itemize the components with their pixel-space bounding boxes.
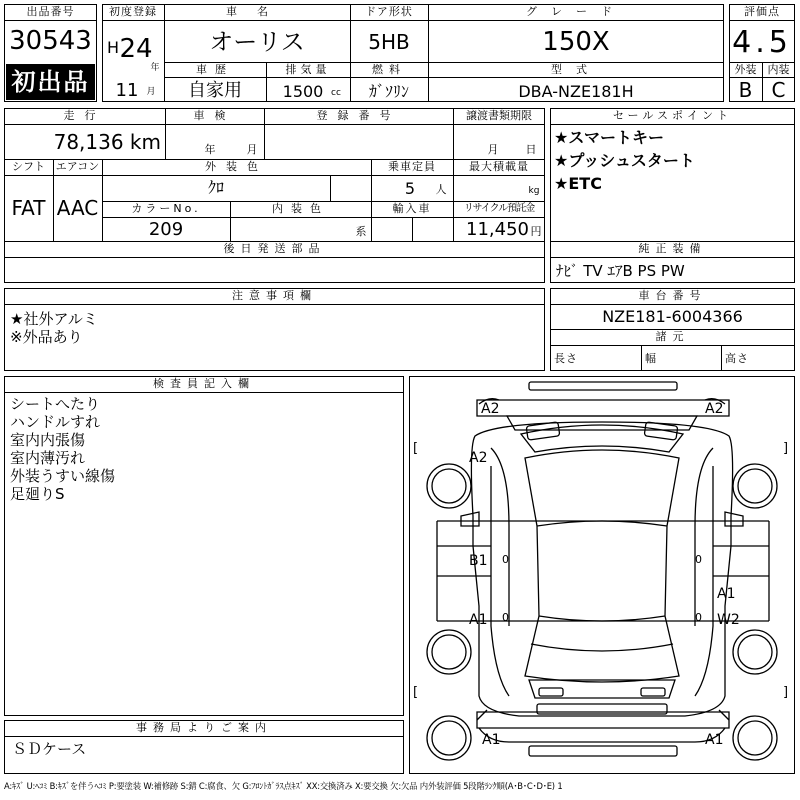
transfer-deadline-label: 譲渡書類期限 (466, 109, 532, 122)
bracket-right-bottom: ] (783, 685, 789, 700)
chassis-number-label: 車台番号 (638, 289, 707, 302)
transfer-month-unit: 月 (487, 143, 499, 156)
damage-mark-front-left: A2 (481, 401, 500, 417)
interior-color-label: 内装色 (272, 202, 329, 215)
damage-mark-rear-right: A1 (705, 732, 724, 748)
inspection-year-unit: 年 (204, 143, 216, 156)
color-number: 209 (148, 219, 184, 240)
inspector-notes-label: 検査員記入欄 (153, 377, 255, 390)
score: 4.5 (732, 25, 792, 60)
sales-points-label: セールスポイント (612, 109, 732, 122)
equipment-list: ﾅﾋﾞ TV ｴｱB PS PW (556, 262, 685, 280)
fuel: ｶﾞｿﾘﾝ (368, 82, 409, 101)
year-unit: 年 (150, 63, 160, 73)
sales-point-item: ★プッシュスタート (554, 151, 695, 170)
damage-mark-rear-door-left: A1 (469, 612, 488, 628)
max-load-label: 最大積載量 (469, 160, 529, 173)
recycle-unit: 円 (530, 225, 542, 238)
damage-mark-front-door-left: B1 (469, 553, 488, 569)
interior-color-unit: 系 (355, 225, 367, 238)
fuel-label: 燃料 (372, 63, 406, 76)
zero-mark: 0 (502, 611, 509, 624)
length-label: 長さ (554, 352, 578, 365)
capacity-unit: 人 (435, 183, 447, 196)
caution-line: ★社外アルミ (10, 310, 98, 328)
score-label: 評価点 (744, 5, 780, 18)
bracket-left-bottom: [ (413, 685, 419, 700)
mileage: 78,136 km (53, 130, 161, 154)
damage-mark-hood-left: A2 (469, 450, 488, 466)
era-letter: H (106, 38, 120, 57)
ac: AAC (56, 196, 99, 220)
damage-mark-rear-left: A1 (482, 732, 501, 748)
exterior-color-label: 外装色 (205, 160, 268, 173)
inspector-note: シートへたり (10, 395, 101, 413)
mileage-label: 走行 (63, 109, 106, 122)
max-load-unit: kg (528, 186, 540, 196)
zero-mark: 0 (695, 553, 702, 566)
caution-label: 注意事項欄 (232, 289, 317, 302)
exterior-grade-label: 外装 (734, 63, 757, 76)
month-unit: 月 (146, 87, 156, 97)
inspection-label: 車検 (193, 109, 236, 122)
grade-label: グレード (526, 5, 626, 18)
sales-point-item: ★ETC (554, 174, 602, 193)
caution-line: ※外品あり (10, 328, 83, 346)
transfer-day-unit: 日 (525, 143, 537, 156)
width-label: 幅 (645, 352, 657, 365)
displacement-label: 排気量 (285, 63, 331, 76)
equipment-label: 純正装備 (638, 242, 707, 255)
car-name-label: 車名 (226, 5, 288, 18)
model-code: DBA-NZE181H (518, 82, 634, 101)
inspector-note: 室内薄汚れ (10, 449, 86, 467)
door-label: ドア形状 (365, 5, 413, 18)
reg-number-label: 登録番号 (316, 109, 401, 122)
damage-mark-rear-door-right-w: W2 (717, 612, 740, 628)
reg-year: 24 (119, 34, 153, 64)
inspection-month-unit: 月 (246, 143, 258, 156)
inspector-note: 外装うすい線傷 (10, 467, 116, 485)
displacement-unit: cc (331, 88, 341, 98)
height-label: 高さ (725, 352, 749, 365)
interior-grade-label: 内装 (767, 63, 790, 76)
later-parts-label: 後日発送部品 (223, 242, 326, 255)
recycle-deposit: 11,450 (466, 219, 529, 240)
zero-mark: 0 (695, 611, 702, 624)
sales-point-item: ★スマートキー (554, 128, 665, 147)
import-label: 輸入車 (392, 202, 432, 215)
spec-label: 諸元 (655, 330, 690, 343)
damage-mark-rear-door-right: A1 (717, 586, 736, 602)
inspector-note: 室内内張傷 (10, 431, 86, 449)
first-reg-label: 初度登録 (109, 5, 157, 18)
office-notice-label: 事務局よりご案内 (136, 721, 272, 734)
door-type: 5HB (368, 30, 410, 54)
displacement: 1500 (282, 82, 324, 101)
inspector-note: ハンドルすれ (10, 413, 101, 431)
model-label: 型式 (551, 63, 601, 76)
ac-label: エアコン (55, 160, 100, 173)
damage-legend: A:ｷｽﾞ U:ﾍｺﾐ B:ｷｽﾞを伴うﾍｺﾐ P:要塗装 W:補修跡 S:錆 C:腐食、欠 G:ﾌﾛﾝﾄｶﾞﾗｽ点ｷｽﾞ XX:交換済み X:要交換 欠:欠品 内外装評価 5段階ﾗﾝｸ順(A･B･C･D･E) 1 (4, 781, 563, 791)
recycle-deposit-label: リサイクル預託金 (463, 203, 535, 214)
history: 自家用 (188, 80, 242, 101)
grade: 150X (542, 27, 610, 57)
shift: FAT (11, 196, 46, 220)
reg-month: 11 (115, 80, 139, 101)
first-listing-badge: 初出品 (6, 64, 95, 100)
lot-number-label: 出品番号 (26, 5, 75, 18)
color-number-label: カラーNo. (131, 202, 201, 215)
car-name: オーリス (209, 28, 305, 56)
chassis-number: NZE181-6004366 (602, 307, 743, 326)
exterior-grade: B (738, 78, 753, 102)
capacity-label: 乗車定員 (388, 160, 436, 173)
lot-number: 30543 (9, 26, 92, 56)
history-label: 車歴 (196, 63, 234, 76)
office-notice: ＳＤケース (12, 740, 87, 758)
car-diagram (409, 376, 795, 774)
capacity: 5 (404, 179, 416, 198)
bracket-left-top: [ (413, 441, 419, 456)
damage-mark-front-right: A2 (705, 401, 724, 417)
exterior-color: ｸﾛ (207, 178, 224, 197)
bracket-right-top: ] (783, 441, 789, 456)
inspector-note: 足廻りS (10, 485, 65, 503)
shift-label: シフト (12, 160, 45, 173)
zero-mark: 0 (502, 553, 509, 566)
interior-grade: C (771, 78, 786, 102)
